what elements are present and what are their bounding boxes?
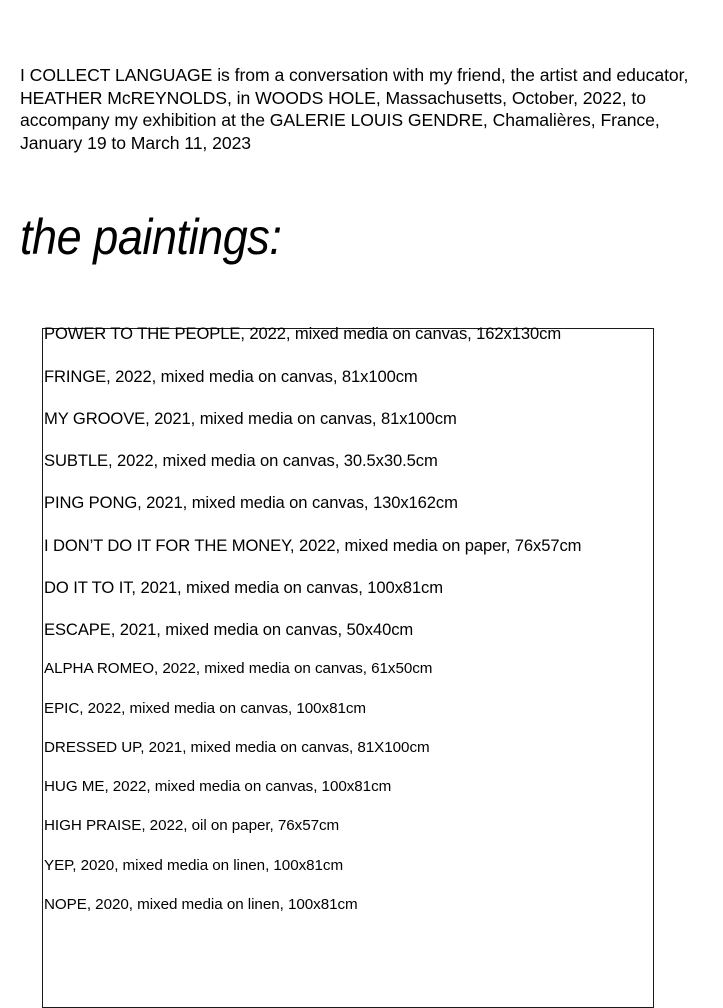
painting-item: HIGH PRAISE, 2022, oil on paper, 76x57cm <box>44 817 340 834</box>
painting-item: NOPE, 2020, mixed media on linen, 100x81cm <box>44 896 358 913</box>
painting-item: DO IT TO IT, 2021, mixed media on canvas, 100x81cm <box>44 578 443 597</box>
intro-paragraph: I COLLECT LANGUAGE is from a conversation with my friend, the artist and educator, HEATHER McREYNOLDS, in WOODS HOLE, Massachusetts, October, 2022, to accompany my exhibition at the GALERIE LOUIS GENDRE, Chamalières, France, January 19 to March 11, 2023 <box>20 65 689 153</box>
painting-item: ALPHA ROMEO, 2022, mixed media on canvas, 61x50cm <box>44 660 433 677</box>
painting-item: EPIC, 2022, mixed media on canvas, 100x81cm <box>44 700 367 717</box>
painting-item: I DON’T DO IT FOR THE MONEY, 2022, mixed media on paper, 76x57cm <box>44 536 582 555</box>
painting-item: SUBTLE, 2022, mixed media on canvas, 30.5x30.5cm <box>44 451 438 470</box>
painting-item: YEP, 2020, mixed media on linen, 100x81cm <box>44 857 344 874</box>
painting-item: MY GROOVE, 2021, mixed media on canvas, 81x100cm <box>44 409 457 428</box>
painting-item: HUG ME, 2022, mixed media on canvas, 100x81cm <box>44 778 392 795</box>
painting-item: DRESSED UP, 2021, mixed media on canvas, 81X100cm <box>44 739 430 756</box>
painting-item: FRINGE, 2022, mixed media on canvas, 81x100cm <box>44 367 418 386</box>
painting-item: ESCAPE, 2021, mixed media on canvas, 50x40cm <box>44 620 414 639</box>
painting-item: PING PONG, 2021, mixed media on canvas, 130x162cm <box>44 493 458 512</box>
painting-item: POWER TO THE PEOPLE, 2022, mixed media on canvas, 162x130cm <box>44 324 562 343</box>
paintings-heading: the paintings: <box>20 209 282 265</box>
